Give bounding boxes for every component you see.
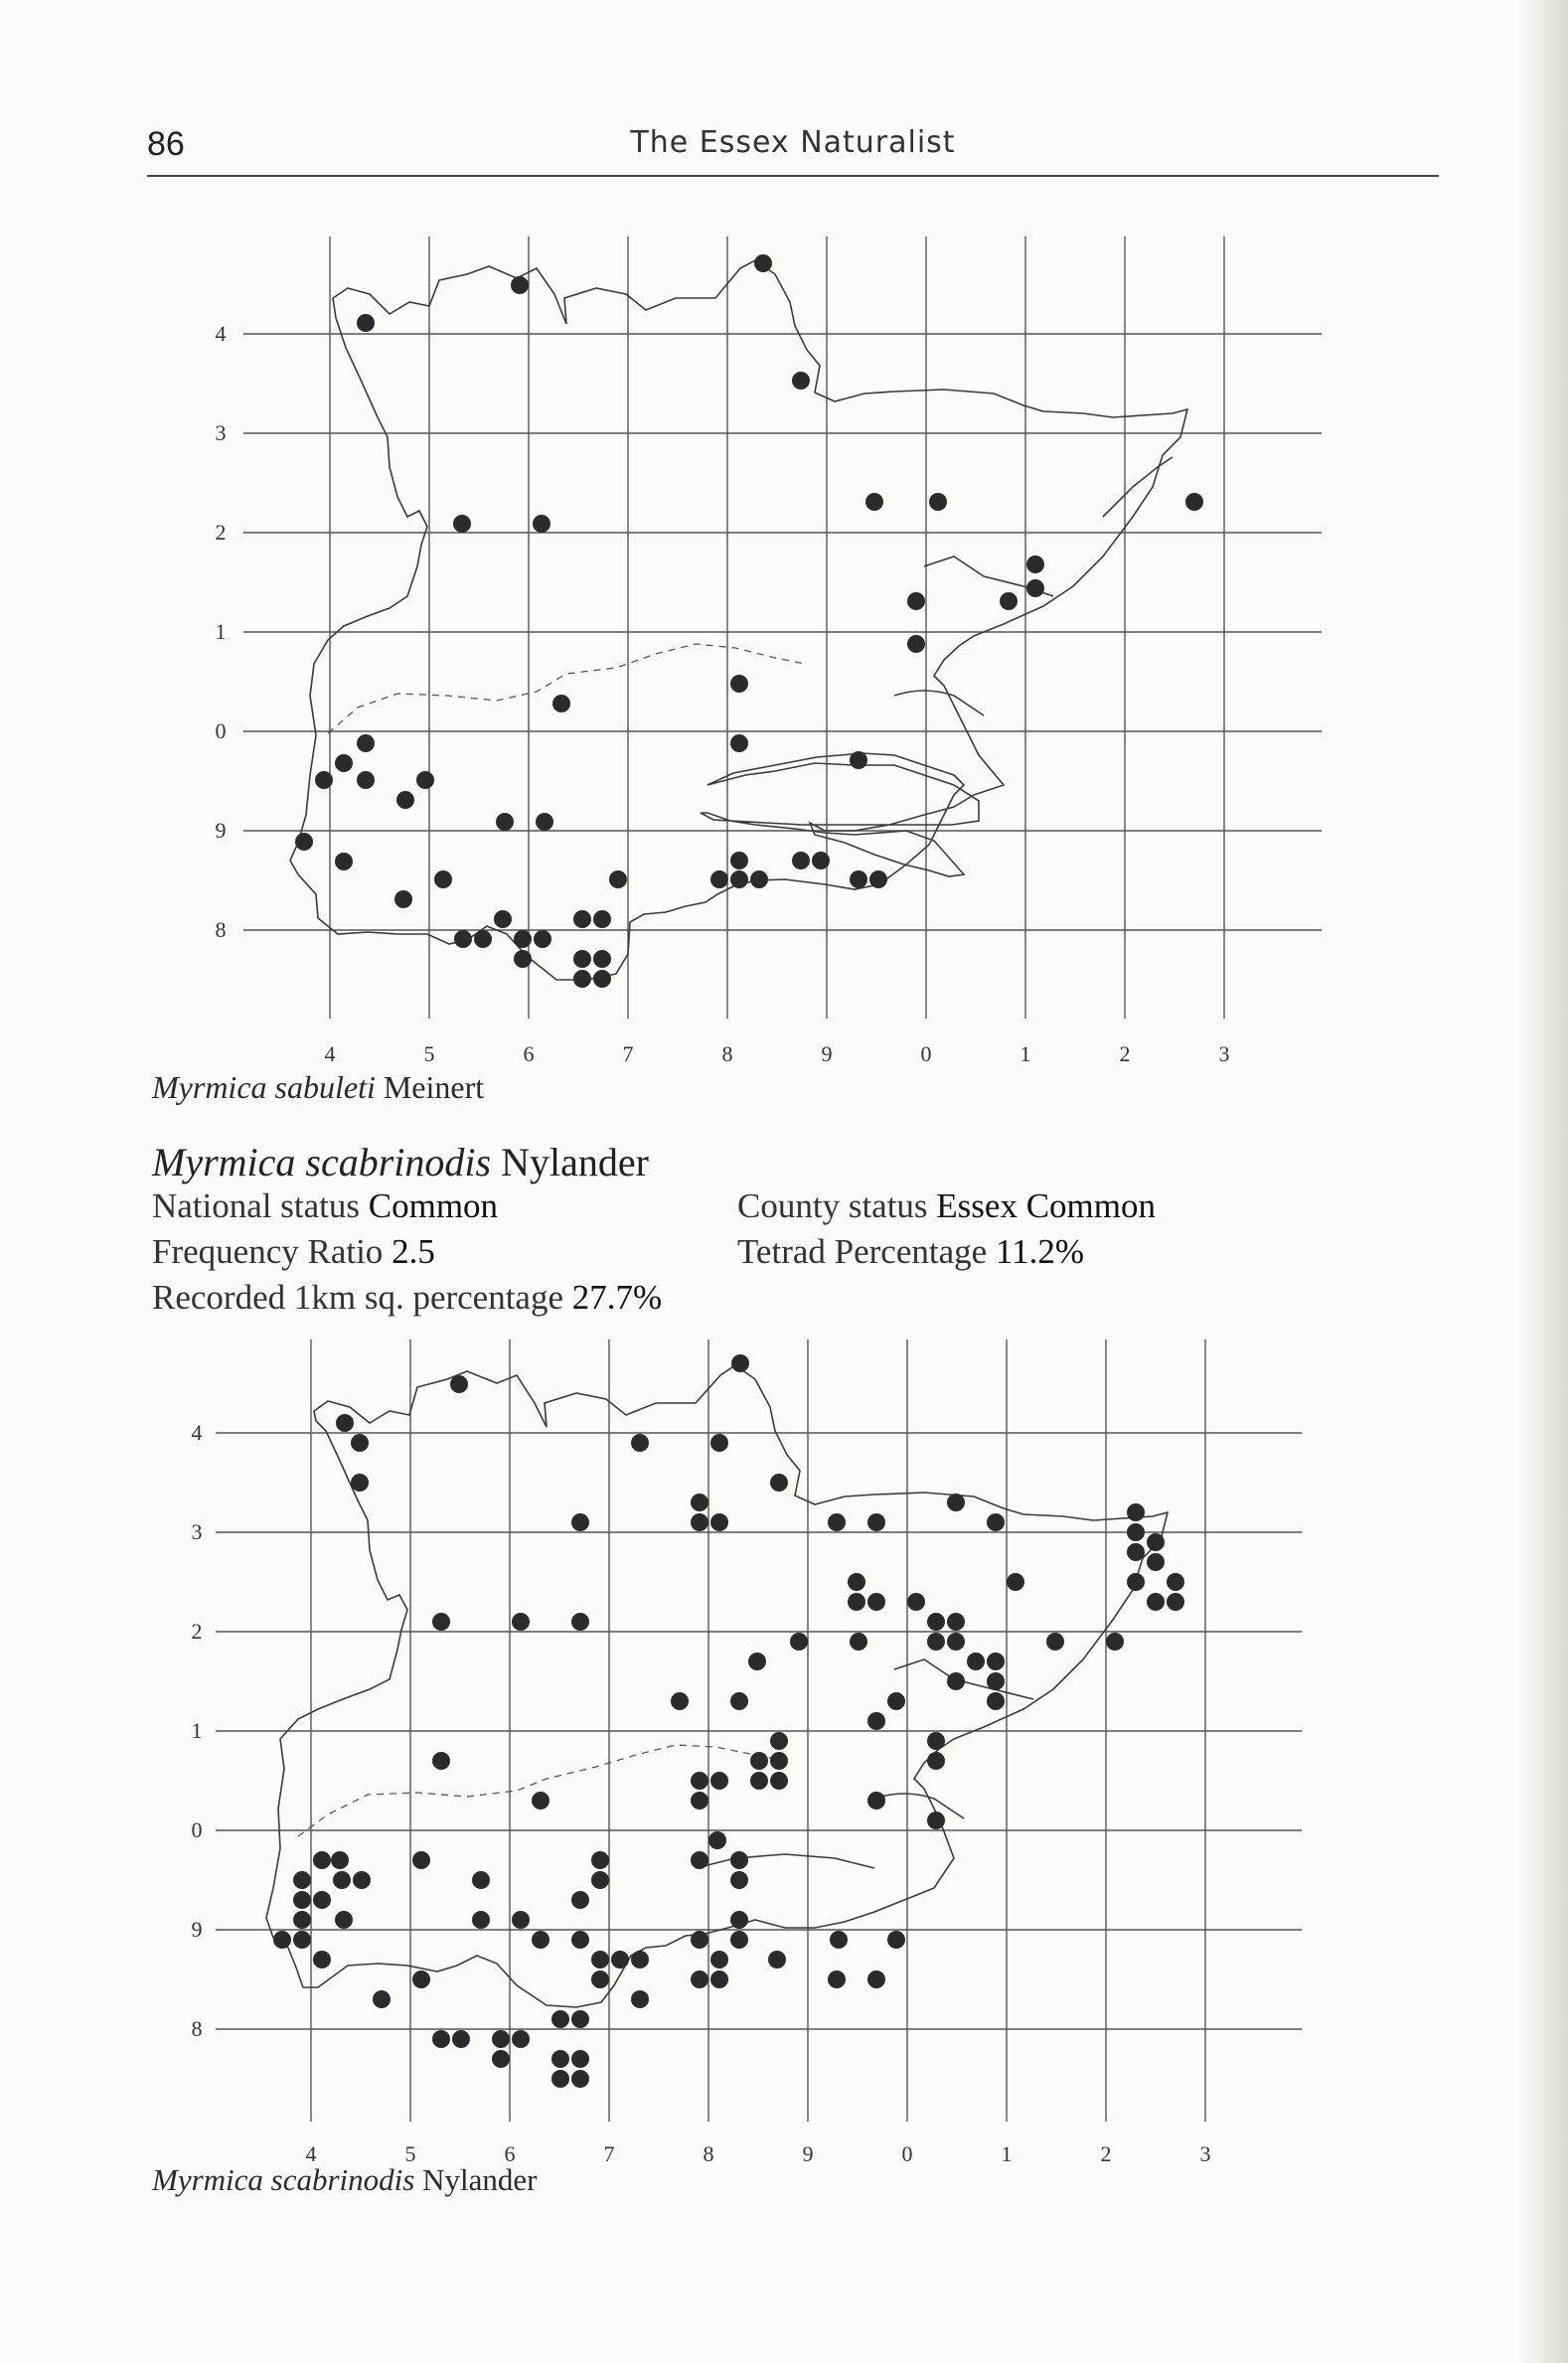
- record-dot: [315, 771, 333, 789]
- record-dot: [434, 870, 452, 888]
- northing-label: 8: [191, 2016, 203, 2041]
- record-dot: [454, 930, 472, 948]
- record-dot: [1127, 1543, 1145, 1561]
- easting-label: 0: [901, 2141, 913, 2166]
- record-dot: [571, 2050, 589, 2068]
- record-dot: [887, 1692, 905, 1710]
- northing-label: 0: [191, 1817, 203, 1842]
- record-dot: [830, 1931, 848, 1949]
- essex-outline: [266, 1365, 1168, 2007]
- record-dot: [1127, 1503, 1145, 1521]
- record-dot: [691, 1970, 708, 1988]
- record-dot: [496, 813, 514, 831]
- record-dot: [850, 1633, 867, 1651]
- record-dot: [731, 1354, 749, 1372]
- record-dot: [710, 1951, 728, 1969]
- recorded-percentage-value: 27.7%: [571, 1278, 663, 1317]
- record-dot: [730, 1931, 748, 1949]
- record-dot: [850, 870, 867, 888]
- species-author: Nylander: [501, 1140, 649, 1184]
- record-dot: [552, 695, 570, 712]
- easting-label: 5: [423, 1041, 435, 1066]
- record-dot: [357, 314, 375, 332]
- record-dot: [947, 1494, 965, 1511]
- record-dot: [869, 870, 887, 888]
- record-dot: [532, 1792, 549, 1810]
- northing-label: 2: [191, 1619, 203, 1644]
- record-dot: [313, 1891, 331, 1909]
- northing-labels: [216, 321, 227, 942]
- record-dot: [671, 1692, 689, 1710]
- record-dot: [472, 1911, 490, 1929]
- record-dot: [770, 1474, 788, 1492]
- record-dot: [336, 1414, 354, 1432]
- record-dot: [1026, 555, 1044, 573]
- header-rule: [147, 175, 1439, 177]
- record-dot: [573, 950, 591, 968]
- record-dot: [351, 1474, 369, 1492]
- tetrad-percentage-label: Tetrad Percentage: [737, 1232, 988, 1271]
- distribution-map-sabuleti: [0, 219, 1568, 1083]
- record-dot: [947, 1633, 965, 1651]
- record-dot: [790, 1633, 808, 1651]
- record-dot: [907, 592, 925, 610]
- record-dot: [730, 675, 748, 693]
- record-dot: [571, 1931, 589, 1949]
- record-dot: [357, 771, 375, 789]
- record-dot: [492, 2050, 510, 2068]
- record-dot: [450, 1375, 468, 1393]
- record-dot: [293, 1891, 311, 1909]
- record-dot: [1007, 1573, 1024, 1591]
- caption-species: Myrmica sabuleti: [152, 1069, 376, 1105]
- record-dot: [1167, 1573, 1184, 1591]
- national-status: [152, 1186, 498, 1226]
- record-dot: [730, 870, 748, 888]
- record-dot: [1026, 579, 1044, 597]
- record-dot: [927, 1752, 945, 1770]
- record-dot: [867, 1712, 885, 1730]
- record-dot: [573, 970, 591, 988]
- caption-author: Nylander: [422, 2162, 538, 2197]
- record-dot: [335, 1911, 353, 1929]
- record-dot: [396, 791, 414, 809]
- tetrad-percentage-value: 11.2%: [995, 1232, 1085, 1271]
- record-dot: [551, 2070, 569, 2088]
- record-dot: [432, 1752, 450, 1770]
- record-dot: [967, 1653, 985, 1670]
- record-dot: [1106, 1633, 1124, 1651]
- page-header: [147, 117, 1439, 177]
- county-status-value: Essex Common: [936, 1186, 1156, 1225]
- record-dot: [691, 1792, 708, 1810]
- record-dot: [730, 734, 748, 752]
- easting-label: 9: [821, 1041, 833, 1066]
- record-dot: [947, 1672, 965, 1690]
- record-dot: [770, 1732, 788, 1750]
- easting-label: 8: [721, 1041, 733, 1066]
- record-dot: [691, 1494, 708, 1511]
- caption-species: Myrmica scabrinodis: [152, 2162, 415, 2197]
- easting-label: 8: [703, 2141, 714, 2166]
- county-status-label: County status: [737, 1186, 928, 1225]
- record-dot: [708, 1831, 726, 1849]
- record-dot: [691, 1931, 708, 1949]
- record-dot: [494, 910, 512, 928]
- running-title: The Essex Naturalist: [630, 125, 956, 160]
- record-dot: [571, 1613, 589, 1631]
- easting-label: 1: [1019, 1041, 1031, 1066]
- record-dot: [987, 1692, 1005, 1710]
- northing-label: 0: [215, 718, 227, 743]
- record-dot: [927, 1633, 945, 1651]
- record-dot: [730, 1871, 748, 1889]
- record-dot: [927, 1732, 945, 1750]
- national-status-value: Common: [368, 1186, 499, 1225]
- record-dot: [768, 1951, 786, 1969]
- record-dot: [710, 870, 728, 888]
- record-dot: [593, 950, 611, 968]
- record-dot: [828, 1970, 846, 1988]
- species-name: Myrmica scabrinodis: [152, 1140, 492, 1184]
- record-dot: [867, 1513, 885, 1531]
- record-dot: [351, 1434, 369, 1452]
- record-dot: [1167, 1593, 1184, 1611]
- record-dot: [812, 852, 830, 869]
- record-dot: [593, 910, 611, 928]
- county-status: [737, 1186, 1156, 1226]
- record-dot: [730, 1911, 748, 1929]
- distribution-map-scabrinodis: [0, 1332, 1568, 2186]
- record-dot: [591, 1970, 609, 1988]
- record-dot: [293, 1871, 311, 1889]
- record-dot: [754, 254, 772, 272]
- record-dot: [792, 852, 810, 869]
- record-dot: [412, 1970, 430, 1988]
- record-dot: [571, 2070, 589, 2088]
- record-dot: [748, 1653, 766, 1670]
- record-dot: [848, 1593, 865, 1611]
- record-dot: [730, 852, 748, 869]
- map1-caption: [152, 1069, 484, 1106]
- easting-labels: [325, 1041, 1230, 1066]
- record-dot: [631, 1434, 649, 1452]
- record-dot: [293, 1931, 311, 1949]
- easting-label: 7: [603, 2141, 615, 2166]
- record-dot: [534, 930, 551, 948]
- record-dot: [691, 1772, 708, 1790]
- frequency-ratio-label: Frequency Ratio: [152, 1232, 384, 1271]
- record-dot: [551, 2010, 569, 2028]
- record-dot: [573, 910, 591, 928]
- record-dot: [987, 1672, 1005, 1690]
- record-dot: [947, 1613, 965, 1631]
- easting-label: 4: [324, 1041, 336, 1066]
- record-dot: [730, 1851, 748, 1869]
- record-dot: [474, 930, 492, 948]
- easting-label: 6: [523, 1041, 535, 1066]
- map2-caption: [152, 2162, 537, 2198]
- record-dot: [313, 1951, 331, 1969]
- record-dot: [532, 1931, 549, 1949]
- northing-label: 4: [215, 321, 227, 346]
- record-dot: [691, 1851, 708, 1869]
- record-dot: [1147, 1593, 1165, 1611]
- record-dot: [412, 1851, 430, 1869]
- record-dot: [987, 1653, 1005, 1670]
- record-dot: [710, 1513, 728, 1531]
- record-dot: [792, 372, 810, 390]
- easting-label: 6: [504, 2141, 516, 2166]
- record-dot: [927, 1812, 945, 1829]
- record-dot: [373, 1990, 391, 2008]
- easting-label: 7: [622, 1041, 634, 1066]
- record-dot: [432, 2030, 450, 2048]
- record-dot: [1147, 1553, 1165, 1571]
- record-dot: [631, 1951, 649, 1969]
- record-dot: [850, 751, 867, 769]
- record-dot: [335, 853, 353, 870]
- record-dot: [1000, 592, 1018, 610]
- record-dot: [353, 1871, 371, 1889]
- page-number: 86: [147, 125, 185, 163]
- record-dot: [710, 1970, 728, 1988]
- record-dot: [273, 1931, 291, 1949]
- record-dot: [536, 813, 553, 831]
- record-dot: [512, 1911, 530, 1929]
- easting-label: 4: [305, 2141, 317, 2166]
- record-dot: [512, 2030, 530, 2048]
- northing-label: 3: [215, 420, 227, 445]
- northing-labels: [192, 1420, 203, 2041]
- record-dot: [511, 276, 529, 294]
- record-dot: [295, 833, 313, 851]
- easting-label: 2: [1119, 1041, 1131, 1066]
- record-dot: [631, 1990, 649, 2008]
- record-dot: [453, 515, 471, 533]
- record-dot: [357, 734, 375, 752]
- record-dot: [1147, 1533, 1165, 1551]
- record-dot: [514, 950, 532, 968]
- easting-label: 0: [920, 1041, 932, 1066]
- record-dot: [828, 1513, 846, 1531]
- record-dot: [848, 1573, 865, 1591]
- record-dot: [432, 1613, 450, 1631]
- record-dot: [571, 1891, 589, 1909]
- record-dot: [867, 1593, 885, 1611]
- record-dot: [331, 1851, 349, 1869]
- northing-label: 4: [191, 1420, 203, 1445]
- river-dashed: [298, 1745, 785, 1836]
- record-dot: [907, 1593, 925, 1611]
- record-dot: [987, 1513, 1005, 1531]
- record-dot: [551, 2050, 569, 2068]
- record-dot: [609, 870, 627, 888]
- record-dot: [750, 1772, 768, 1790]
- record-dot: [593, 970, 611, 988]
- northing-label: 3: [191, 1519, 203, 1544]
- easting-label: 1: [1001, 2141, 1013, 2166]
- easting-label: 9: [802, 2141, 814, 2166]
- record-dot: [867, 1792, 885, 1810]
- northing-label: 1: [215, 619, 227, 644]
- record-dot: [591, 1871, 609, 1889]
- species-heading: [152, 1139, 649, 1185]
- record-dot: [770, 1752, 788, 1770]
- record-dot: [416, 771, 434, 789]
- record-dot: [927, 1613, 945, 1631]
- frequency-ratio-value: 2.5: [392, 1232, 435, 1271]
- easting-label: 2: [1100, 2141, 1112, 2166]
- tetrad-percentage: [737, 1232, 1084, 1272]
- record-dot: [750, 870, 768, 888]
- record-dot: [710, 1434, 728, 1452]
- record-dot: [492, 2030, 510, 2048]
- record-dot: [730, 1692, 748, 1710]
- northing-label: 2: [215, 520, 227, 545]
- record-dot: [865, 493, 883, 511]
- record-dot: [313, 1851, 331, 1869]
- record-dot: [1127, 1523, 1145, 1541]
- record-dot: [1046, 1633, 1064, 1651]
- record-dot: [335, 754, 353, 772]
- record-dot: [571, 1513, 589, 1531]
- recorded-percentage-label: Recorded 1km sq. percentage: [152, 1278, 564, 1317]
- record-dot: [512, 1613, 530, 1631]
- record-dot: [710, 1772, 728, 1790]
- record-dot: [591, 1951, 609, 1969]
- record-dot: [591, 1851, 609, 1869]
- record-dot: [571, 2010, 589, 2028]
- record-dot: [394, 890, 412, 908]
- record-dot: [907, 635, 925, 653]
- record-dot: [867, 1970, 885, 1988]
- record-dot: [1185, 493, 1203, 511]
- northing-label: 9: [215, 818, 227, 843]
- national-status-label: National status: [152, 1186, 360, 1225]
- record-dot: [293, 1911, 311, 1929]
- caption-author: Meinert: [383, 1069, 485, 1105]
- easting-label: 3: [1218, 1041, 1230, 1066]
- easting-label: 3: [1199, 2141, 1211, 2166]
- record-dot: [514, 930, 532, 948]
- record-dots: [295, 254, 1203, 988]
- record-dot: [770, 1772, 788, 1790]
- record-dot: [611, 1951, 629, 1969]
- record-dot: [750, 1752, 768, 1770]
- northing-label: 9: [191, 1917, 203, 1942]
- frequency-ratio: [152, 1232, 435, 1272]
- record-dot: [1127, 1573, 1145, 1591]
- record-dot: [472, 1871, 490, 1889]
- record-dot: [333, 1871, 351, 1889]
- record-dot: [533, 515, 550, 533]
- northing-label: 1: [191, 1718, 203, 1743]
- record-dot: [691, 1513, 708, 1531]
- recorded-percentage: [152, 1278, 662, 1318]
- record-dot: [887, 1931, 905, 1949]
- easting-label: 5: [404, 2141, 416, 2166]
- record-dot: [929, 493, 947, 511]
- record-dot: [452, 2030, 470, 2048]
- northing-label: 8: [215, 917, 227, 942]
